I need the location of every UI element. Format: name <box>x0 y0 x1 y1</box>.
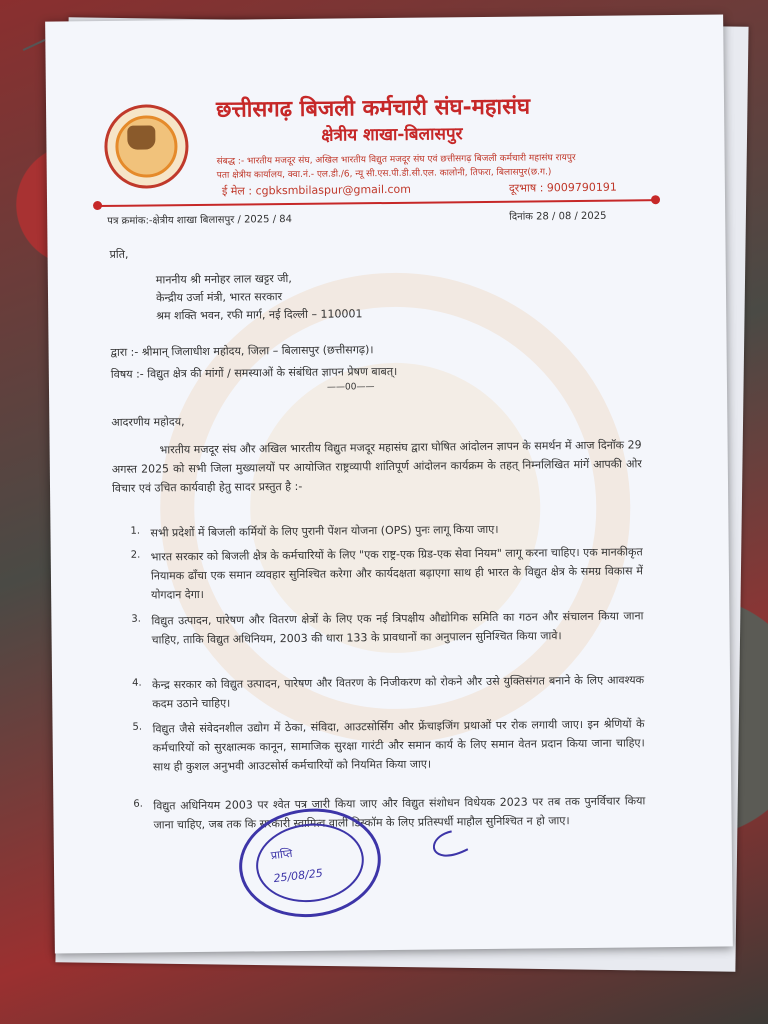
stamp-label: प्राप्ति <box>270 846 294 863</box>
org-name: छत्तीसगढ़ बिजली कर्मचारी संघ-महासंघ <box>215 94 531 123</box>
reference-number: पत्र क्रमांक:-क्षेत्रीय शाखा बिलासपुर / 2025 / 84 <box>107 214 293 227</box>
letter-page <box>45 14 733 953</box>
stamp-date: 25/08/25 <box>272 866 324 886</box>
item-number: 5. <box>132 721 143 733</box>
recipient-name: माननीय श्री मनोहर लाल खट्टर जी, <box>155 272 292 287</box>
pen-mark <box>23 39 46 51</box>
stamp-inner-ring <box>252 818 368 908</box>
recipient-address: श्रम शक्ति भवन, रफी मार्ग, नई दिल्ली – 110001 <box>156 307 363 323</box>
item-number: 2. <box>130 549 141 561</box>
phone-line: दूरभाष : 9009790191 <box>508 180 617 195</box>
email-line: ई मेल : cgbksmbilaspur@gmail.com <box>221 182 412 198</box>
subject-line: विषय :- विद्युत क्षेत्र की मांगों / समस्याओं के संबंधित ज्ञापन प्रेषण बाबत्। <box>110 364 398 381</box>
demand-item: विद्युत अधिनियम 2003 पर श्वेत पत्र जारी किया जाए और विद्युत संशोधन विधेयक 2023 पर तब तक पुनर्विचार किया जाना चाहिए, जब तक कि सरकारी स्वामित्व वाली डिस्कॉम के लिए प्रतिस्पर्धी माहौल सुनिश्चित न हो जाए। <box>153 794 646 832</box>
item-number: 6. <box>133 798 143 810</box>
rule-dot-right <box>651 195 660 204</box>
affiliation-line: संबद्ध :- भारतीय मजदूर संघ, अखिल भारतीय विद्युत मजदूर संघ एवं छत्तीसगढ़ बिजली कर्मचारी महासंघ रायपुर <box>216 153 576 167</box>
prati-label: प्रति, <box>109 247 129 261</box>
demand-item: विद्युत उत्पादन, पारेषण और वितरण क्षेत्रों के लिए एक नई त्रिपक्षीय औद्योगिक समिति का गठन और संचालन किया जाना चाहिए, ताकि विद्युत अधिनियम, 2003 की धारा 133 के प्रावधानों का अनुपालन सुनिश्चित किया जावे। <box>151 609 644 647</box>
address-line: पता क्षेत्रीय कार्यालय, क्वा.नं.- एल.डी./6, न्यू सी.एस.पी.डी.सी.एल. कालोनी, तिफरा, बिलासपुर(छ.ग.) <box>216 167 552 181</box>
demand-item: केन्द्र सरकार को विद्युत उत्पादन, पारेषण और वितरण के निजीकरण को रोकने और उसे युक्तिसंगत बनाने के लिए आवश्यक कदम उठाने चाहिए। <box>152 673 645 711</box>
header-rule <box>97 199 657 207</box>
intro-paragraph: भारतीय मजदूर संघ और अखिल भारतीय विद्युत मजदूर महासंघ द्वारा घोषित आंदोलन ज्ञापन के समर्थन में आज दिनॉक 29 अगस्त 2025 को सभी जिला मुख्यालयों पर आयोजित राष्ट्रव्यापी शांतिपूर्ण आंदोलन कार्यक्रम के तहत् निम्नलिखित मांगें आपकी ओर विचार एवं उचित कार्यवाही हेतु सादर प्रस्तुत है :- <box>111 438 642 495</box>
salutation: आदरणीय महोदय, <box>111 415 185 429</box>
recipient-title: केन्द्रीय उर्जा मंत्री, भारत सरकार <box>155 290 283 305</box>
letter-date: दिनांक 28 / 08 / 2025 <box>509 210 607 223</box>
item-number: 1. <box>130 525 141 537</box>
demand-item: भारत सरकार को बिजली क्षेत्र के कर्मचारियों के लिए "एक राष्ट्र-एक ग्रिड-एक सेवा नियम" लागू करना चाहिए। एक मानकीकृत नियामक ढाँचा एक समान व्यवहार सुनिश्चित करेगा और कार्यदक्षता बढ़ाएगा साथ ही भारत के विद्युत क्षेत्र के समग्र विकास में योगदान देगा। <box>150 545 643 602</box>
branch-name: क्षेत्रीय शाखा-बिलासपुर <box>321 124 463 146</box>
demand-item: सभी प्रदेशों में बिजली कर्मियों के लिए पुरानी पेंशन योजना (OPS) पुनः लागू किया जाए। <box>150 522 499 540</box>
item-number: 4. <box>132 677 142 689</box>
signature-mark <box>422 823 472 864</box>
separator: ——00—— <box>326 382 375 393</box>
fist-icon <box>127 125 155 149</box>
via-line: द्वारा :- श्रीमान् जिलाधीश महोदय, जिला – बिलासपुर (छत्तीसगढ़)। <box>110 343 374 359</box>
union-logo <box>104 104 189 189</box>
demand-item: विद्युत जैसे संवेदनशील उद्योग में ठेका, संविदा, आउटसोर्सिंग और फ्रेंचाइजिंग प्रथाओं पर रोक लगायी जाए। इन श्रेणियों के कर्मचारियों को सुरक्षात्मक कानून, सामाजिक सुरक्षा गारंटी और समान कार्य के लिए समान वेतन प्रदान किया जाना चाहिए। साथ ही कुशल अनुभवी आउटसोर्स कर्मचारियों को नियमित किया जाए। <box>152 717 645 774</box>
item-number: 3. <box>131 613 142 625</box>
